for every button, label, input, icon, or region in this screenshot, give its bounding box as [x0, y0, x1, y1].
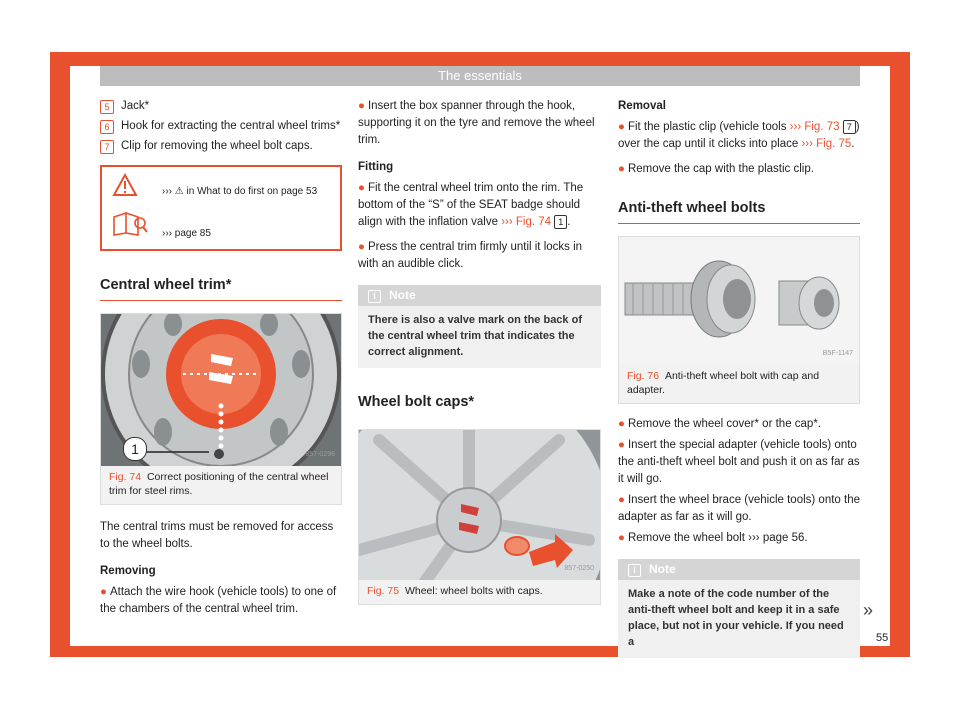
figure-caption: Fig. 75 Wheel: wheel bolts with caps.: [367, 585, 543, 597]
figure-link[interactable]: ››› Fig. 75: [801, 138, 852, 150]
figure-caption: Fig. 76 Anti-theft wheel bolt with cap and adapter.: [627, 370, 820, 396]
figure-link[interactable]: ››› Fig. 73: [789, 121, 840, 133]
alloy-wheel-illustration: [359, 430, 600, 580]
bullet-icon: ●: [100, 586, 107, 598]
paragraph: The central trims must be removed for access to the wheel bolts.: [100, 521, 334, 550]
bullet-item: ● Remove the cap with the plastic clip.: [618, 163, 814, 175]
continued-marker: »: [863, 600, 874, 620]
bullet-item: ● Fit the central wheel trim onto the rim. The bottom of the “S” of the SEAT badge should align with the inflation valve ››› Fig. 74 1 .: [358, 182, 584, 228]
note-text: Make a note of the code number of the anti-theft wheel bolt and keep it in a safe place, but not in your vehicle. If you need a: [628, 588, 844, 648]
figure-74: [100, 313, 342, 505]
section-heading: Anti-theft wheel bolts: [618, 200, 860, 224]
figure-76: [618, 236, 860, 404]
note-header: i Note: [618, 559, 860, 580]
figure-callout-number: 1: [123, 437, 147, 461]
bullet-item: ● Press the central trim firmly until it locks in with an audible click.: [358, 241, 583, 270]
figure-link[interactable]: ››› Fig. 74: [501, 216, 552, 228]
bullet-item: ● Remove the wheel bolt ››› page 56.: [618, 532, 808, 544]
figure-image: [359, 430, 600, 580]
figure-image: [101, 314, 341, 466]
column-left: [100, 98, 342, 618]
figure-image: [619, 237, 859, 365]
figure-code: 857-0298: [305, 451, 335, 458]
legend-item: 5 Jack*: [100, 98, 342, 115]
figure-code: B5F-1147: [822, 350, 853, 357]
legend-number: 7: [100, 140, 114, 154]
bullet-icon: ●: [618, 163, 625, 175]
bullet-item: ● Remove the wheel cover* or the cap*.: [618, 418, 821, 430]
subheading: Removal: [618, 100, 666, 112]
reference-box: [100, 165, 342, 251]
bullet-item: ● Attach the wire hook (vehicle tools) to one of the chambers of the central wheel trim.: [100, 586, 337, 615]
section-heading: Central wheel trim*: [100, 277, 342, 301]
figure-caption: Fig. 74 Correct positioning of the central wheel trim for steel rims.: [109, 471, 329, 497]
info-icon: i: [628, 564, 641, 577]
bullet-icon: ●: [618, 439, 625, 451]
figure-75: [358, 429, 601, 605]
bullet-item: ● Fit the plastic clip (vehicle tools ››› Fig. 73 7 ) over the cap until it clicks into place ››› Fig. 75.: [618, 121, 860, 150]
bullet-icon: ●: [358, 241, 365, 253]
warning-reference-link[interactable]: ››› ⚠ in What to do first on page 53: [162, 186, 318, 197]
page-number: 55: [876, 632, 889, 644]
note-text: There is also a valve mark on the back of the central wheel trim that indicates the correct alignment.: [368, 314, 582, 358]
note-box: [358, 285, 601, 368]
bullet-icon: ●: [358, 100, 365, 112]
callout-ref: 1: [554, 215, 567, 229]
warning-icon: [112, 173, 138, 197]
column-right: [618, 98, 860, 658]
callout-ref: 7: [843, 120, 856, 134]
note-box: [618, 559, 860, 658]
subheading: Removing: [100, 565, 156, 577]
legend-number: 5: [100, 100, 114, 114]
page-header: The essentials: [100, 66, 860, 86]
bullet-icon: ●: [618, 532, 625, 544]
page-link[interactable]: ››› page 56: [748, 532, 805, 544]
bullet-item: ● Insert the box spanner through the hook, supporting it on the tyre and remove the wheel trim.: [358, 100, 595, 146]
manual-book-icon: [112, 211, 148, 237]
legend-number: 6: [100, 120, 114, 134]
legend-item: 6 Hook for extracting the central wheel trims*: [100, 118, 342, 135]
note-header: i Note: [358, 285, 601, 306]
column-middle: [358, 98, 601, 605]
bullet-icon: ●: [618, 494, 625, 506]
manual-page-link[interactable]: ››› page 85: [162, 228, 211, 239]
bullet-icon: ●: [618, 121, 625, 133]
info-icon: i: [368, 290, 381, 303]
legend-item: 7 Clip for removing the wheel bolt caps.: [100, 138, 342, 155]
section-heading: Wheel bolt caps*: [358, 394, 475, 410]
figure-code: 857-0250: [564, 565, 594, 572]
bullet-icon: ●: [358, 182, 365, 194]
subheading: Fitting: [358, 161, 394, 173]
bullet-item: ● Insert the special adapter (vehicle tools) onto the anti-theft wheel bolt and push it on as far as it will go.: [618, 439, 860, 485]
bullet-item: ● Insert the wheel brace (vehicle tools) onto the adapter as far as it will go.: [618, 494, 860, 523]
bullet-icon: ●: [618, 418, 625, 430]
